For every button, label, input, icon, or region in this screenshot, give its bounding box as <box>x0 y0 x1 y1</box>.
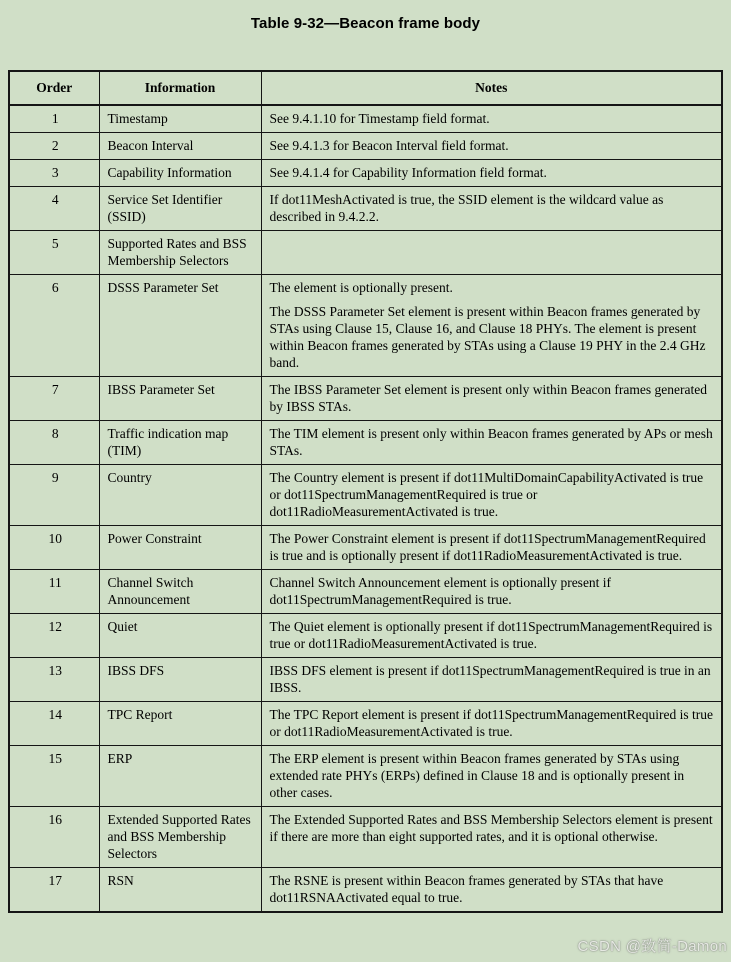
cell-information: TPC Report <box>99 702 261 746</box>
table-row <box>9 421 722 465</box>
table-row <box>9 105 722 133</box>
cell-notes <box>261 133 722 160</box>
cell-notes <box>261 231 722 275</box>
cell-information: Power Constraint <box>99 526 261 570</box>
note-paragraph: The Quiet element is optionally present if dot11SpectrumManagementRequired is true or dot11RadioMeasurementActivated is true. <box>269 619 713 651</box>
note-paragraph: The Power Constraint element is present if dot11SpectrumManagementRequired is true and is optionally present if dot11RadioMeasurementActivated is true. <box>269 531 706 563</box>
cell-order: 15 <box>9 746 99 807</box>
beacon-frame-body-table <box>8 70 723 913</box>
cell-information: Channel Switch Announcement <box>99 570 261 614</box>
cell-order: 9 <box>9 465 99 526</box>
cell-information: Traffic indication map (TIM) <box>99 421 261 465</box>
page <box>0 15 731 962</box>
table-row <box>9 658 722 702</box>
table-row <box>9 160 722 187</box>
cell-order: 5 <box>9 231 99 275</box>
note-paragraph: IBSS DFS element is present if dot11SpectrumManagementRequired is true in an IBSS. <box>269 663 711 695</box>
table-body <box>9 105 722 912</box>
note-paragraph: The TIM element is present only within Beacon frames generated by APs or mesh STAs. <box>269 426 713 458</box>
note-paragraph: If dot11MeshActivated is true, the SSID element is the wildcard value as described in 9.4.2.2. <box>269 192 664 224</box>
cell-order: 13 <box>9 658 99 702</box>
cell-notes <box>261 160 722 187</box>
note-paragraph: The Extended Supported Rates and BSS Membership Selectors element is present if there are more than eight supported rates, and it is optional otherwise. <box>269 812 713 844</box>
cell-order: 10 <box>9 526 99 570</box>
cell-notes <box>261 465 722 526</box>
table-caption: Table 9-32—Beacon frame body <box>250 15 481 32</box>
cell-notes <box>261 187 722 231</box>
table-header <box>9 71 722 105</box>
note-paragraph: The Country element is present if dot11MultiDomainCapabilityActivated is true or dot11SpectrumManagementRequired is true or dot11RadioMeasurementActivated is true. <box>269 470 704 519</box>
note-paragraph: The DSSS Parameter Set element is present within Beacon frames generated by STAs using Clause 15, Clause 16, and Clause 18 PHYs. The element is present within Beacon frames generated by STAs using a Clause 19 PHY in the 2.4 GHz band. <box>269 304 706 370</box>
cell-order: 16 <box>9 807 99 868</box>
cell-notes <box>261 658 722 702</box>
note-paragraph: See 9.4.1.3 for Beacon Interval field format. <box>269 138 509 153</box>
cell-information: Extended Supported Rates and BSS Membership Selectors <box>99 807 261 868</box>
header-row <box>9 71 722 105</box>
cell-information: Capability Information <box>99 160 261 187</box>
cell-order: 11 <box>9 570 99 614</box>
column-header-order: Order <box>9 71 99 105</box>
note-paragraph: The RSNE is present within Beacon frames generated by STAs that have dot11RSNAActivated equal to true. <box>269 873 664 905</box>
note-paragraph: See 9.4.1.10 for Timestamp field format. <box>269 111 490 126</box>
cell-information: ERP <box>99 746 261 807</box>
table-row <box>9 231 722 275</box>
cell-order: 12 <box>9 614 99 658</box>
cell-information: Service Set Identifier (SSID) <box>99 187 261 231</box>
table-row <box>9 807 722 868</box>
note-paragraph: See 9.4.1.4 for Capability Information field format. <box>269 165 547 180</box>
cell-notes <box>261 377 722 421</box>
cell-notes <box>261 702 722 746</box>
cell-information: RSN <box>99 868 261 913</box>
note-paragraph: The IBSS Parameter Set element is present only within Beacon frames generated by IBSS STAs. <box>269 382 707 414</box>
cell-notes <box>261 570 722 614</box>
column-header-notes: Notes <box>261 71 722 105</box>
column-header-information: Information <box>99 71 261 105</box>
cell-order: 8 <box>9 421 99 465</box>
cell-order: 4 <box>9 187 99 231</box>
cell-order: 3 <box>9 160 99 187</box>
note-paragraph: The element is optionally present. <box>269 280 453 295</box>
cell-order: 17 <box>9 868 99 913</box>
cell-notes <box>261 746 722 807</box>
note-paragraph: The TPC Report element is present if dot11SpectrumManagementRequired is true or dot11RadioMeasurementActivated is true. <box>269 707 714 739</box>
cell-order: 1 <box>9 105 99 133</box>
cell-order: 7 <box>9 377 99 421</box>
note-paragraph: Channel Switch Announcement element is optionally present if dot11SpectrumManagementRequired is true. <box>269 575 612 607</box>
cell-order: 6 <box>9 275 99 377</box>
cell-information: IBSS DFS <box>99 658 261 702</box>
cell-notes <box>261 421 722 465</box>
table-row <box>9 133 722 160</box>
cell-order: 2 <box>9 133 99 160</box>
cell-information: Quiet <box>99 614 261 658</box>
table-row <box>9 570 722 614</box>
cell-notes <box>261 807 722 868</box>
table-row <box>9 377 722 421</box>
cell-order: 14 <box>9 702 99 746</box>
table-row <box>9 614 722 658</box>
cell-information: Supported Rates and BSS Membership Selectors <box>99 231 261 275</box>
watermark: CSDN @致简-Damon <box>577 938 727 955</box>
cell-information: Beacon Interval <box>99 133 261 160</box>
table-row <box>9 702 722 746</box>
table-row <box>9 187 722 231</box>
table-row <box>9 465 722 526</box>
note-paragraph: The ERP element is present within Beacon frames generated by STAs using extended rate PHYs (ERPs) defined in Clause 18 and is optionally present in other cases. <box>269 751 685 800</box>
cell-notes <box>261 526 722 570</box>
cell-notes <box>261 868 722 913</box>
cell-notes <box>261 614 722 658</box>
table-row <box>9 275 722 377</box>
cell-information: Country <box>99 465 261 526</box>
cell-information: DSSS Parameter Set <box>99 275 261 377</box>
cell-information: Timestamp <box>99 105 261 133</box>
table-row <box>9 868 722 913</box>
table-row <box>9 746 722 807</box>
cell-information: IBSS Parameter Set <box>99 377 261 421</box>
table-row <box>9 526 722 570</box>
cell-notes <box>261 105 722 133</box>
cell-notes <box>261 275 722 377</box>
